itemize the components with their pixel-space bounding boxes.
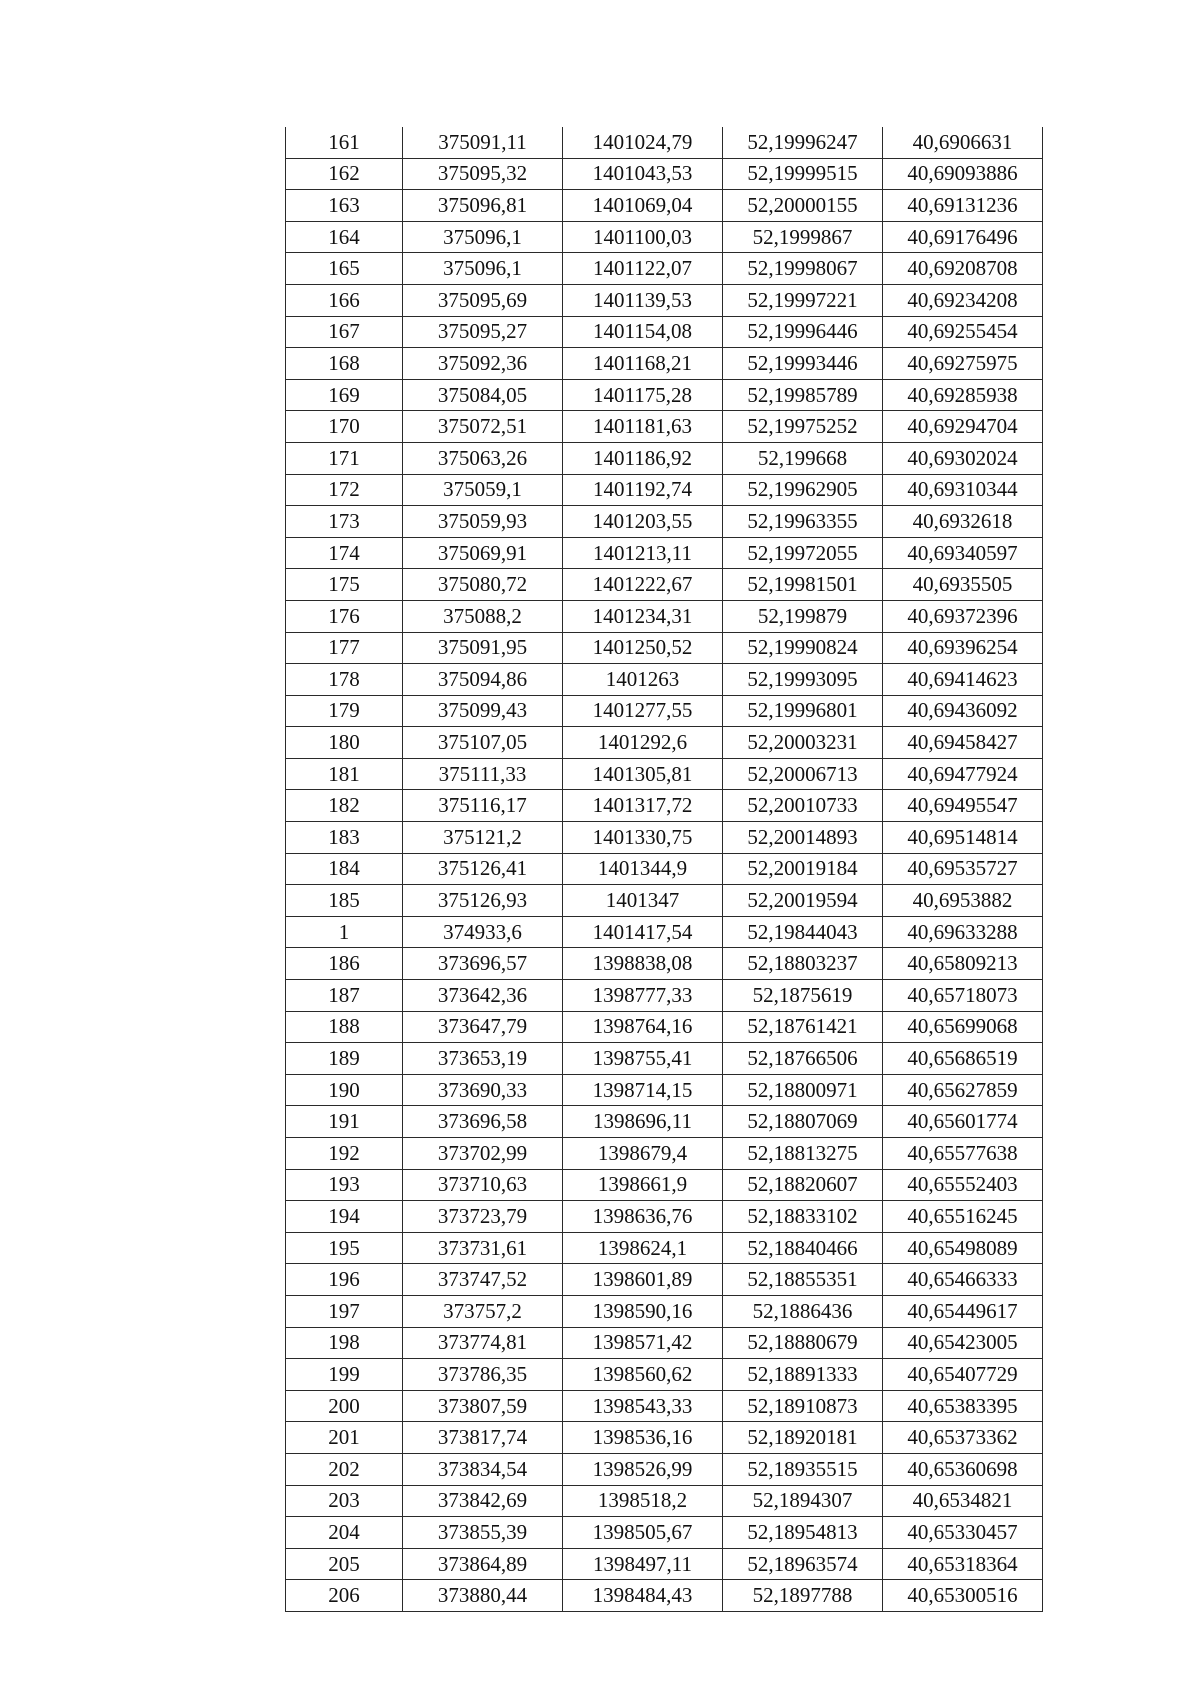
table-row [286, 1580, 1043, 1612]
point-number-cell: 193 [286, 1169, 403, 1201]
latitude-cell: 52,19997221 [723, 284, 883, 316]
y-coordinate-cell: 1401250,52 [563, 632, 723, 664]
x-coordinate-cell: 373642,36 [403, 980, 563, 1012]
point-number-cell: 167 [286, 316, 403, 348]
table-row [286, 1453, 1043, 1485]
longitude-cell: 40,69535727 [883, 853, 1043, 885]
longitude-cell: 40,69340597 [883, 537, 1043, 569]
table-row [286, 1169, 1043, 1201]
point-number-cell: 200 [286, 1390, 403, 1422]
y-coordinate-cell: 1401175,28 [563, 379, 723, 411]
latitude-cell: 52,19996247 [723, 127, 883, 158]
point-number-cell: 201 [286, 1422, 403, 1454]
table-row [286, 632, 1043, 664]
point-number-cell: 191 [286, 1106, 403, 1138]
point-number-cell: 187 [286, 980, 403, 1012]
latitude-cell: 52,18910873 [723, 1390, 883, 1422]
point-number-cell: 182 [286, 790, 403, 822]
longitude-cell: 40,69436092 [883, 695, 1043, 727]
x-coordinate-cell: 373880,44 [403, 1580, 563, 1612]
point-number-cell: 197 [286, 1295, 403, 1327]
longitude-cell: 40,65627859 [883, 1074, 1043, 1106]
x-coordinate-cell: 375126,41 [403, 853, 563, 885]
longitude-cell: 40,6935505 [883, 569, 1043, 601]
point-number-cell: 174 [286, 537, 403, 569]
y-coordinate-cell: 1401139,53 [563, 284, 723, 316]
longitude-cell: 40,65360698 [883, 1453, 1043, 1485]
point-number-cell: 175 [286, 569, 403, 601]
longitude-cell: 40,65423005 [883, 1327, 1043, 1359]
y-coordinate-cell: 1401168,21 [563, 348, 723, 380]
point-number-cell: 163 [286, 190, 403, 222]
y-coordinate-cell: 1401122,07 [563, 253, 723, 285]
point-number-cell: 177 [286, 632, 403, 664]
y-coordinate-cell: 1401317,72 [563, 790, 723, 822]
y-coordinate-cell: 1401222,67 [563, 569, 723, 601]
x-coordinate-cell: 375092,36 [403, 348, 563, 380]
x-coordinate-cell: 373774,81 [403, 1327, 563, 1359]
latitude-cell: 52,20006713 [723, 758, 883, 790]
point-number-cell: 203 [286, 1485, 403, 1517]
latitude-cell: 52,19996801 [723, 695, 883, 727]
longitude-cell: 40,69208708 [883, 253, 1043, 285]
point-number-cell: 180 [286, 727, 403, 759]
y-coordinate-cell: 1398543,33 [563, 1390, 723, 1422]
table-row [286, 1359, 1043, 1391]
y-coordinate-cell: 1401305,81 [563, 758, 723, 790]
table-row [286, 348, 1043, 380]
point-number-cell: 196 [286, 1264, 403, 1296]
table-row [286, 284, 1043, 316]
x-coordinate-cell: 373807,59 [403, 1390, 563, 1422]
latitude-cell: 52,199668 [723, 442, 883, 474]
x-coordinate-cell: 375126,93 [403, 885, 563, 917]
table-row [286, 158, 1043, 190]
latitude-cell: 52,18935515 [723, 1453, 883, 1485]
latitude-cell: 52,18820607 [723, 1169, 883, 1201]
longitude-cell: 40,69093886 [883, 158, 1043, 190]
longitude-cell: 40,65809213 [883, 948, 1043, 980]
x-coordinate-cell: 375072,51 [403, 411, 563, 443]
point-number-cell: 170 [286, 411, 403, 443]
point-number-cell: 206 [286, 1580, 403, 1612]
longitude-cell: 40,65516245 [883, 1201, 1043, 1233]
x-coordinate-cell: 375096,81 [403, 190, 563, 222]
point-number-cell: 184 [286, 853, 403, 885]
latitude-cell: 52,18813275 [723, 1138, 883, 1170]
table-row [286, 316, 1043, 348]
x-coordinate-cell: 375121,2 [403, 822, 563, 854]
latitude-cell: 52,19993095 [723, 664, 883, 696]
x-coordinate-cell: 375091,11 [403, 127, 563, 158]
point-number-cell: 183 [286, 822, 403, 854]
longitude-cell: 40,6906631 [883, 127, 1043, 158]
y-coordinate-cell: 1401330,75 [563, 822, 723, 854]
table-row [286, 885, 1043, 917]
table-row [286, 1548, 1043, 1580]
table-row [286, 727, 1043, 759]
latitude-cell: 52,20019594 [723, 885, 883, 917]
x-coordinate-cell: 373653,19 [403, 1043, 563, 1075]
x-coordinate-cell: 375059,93 [403, 506, 563, 538]
table-row [286, 790, 1043, 822]
latitude-cell: 52,1999867 [723, 221, 883, 253]
y-coordinate-cell: 1401100,03 [563, 221, 723, 253]
y-coordinate-cell: 1401344,9 [563, 853, 723, 885]
table-row [286, 474, 1043, 506]
longitude-cell: 40,65718073 [883, 980, 1043, 1012]
y-coordinate-cell: 1398838,08 [563, 948, 723, 980]
longitude-cell: 40,65466333 [883, 1264, 1043, 1296]
table-row [286, 1264, 1043, 1296]
coordinates-table [285, 127, 1043, 1612]
table-row [286, 190, 1043, 222]
point-number-cell: 162 [286, 158, 403, 190]
x-coordinate-cell: 373747,52 [403, 1264, 563, 1296]
latitude-cell: 52,18766506 [723, 1043, 883, 1075]
y-coordinate-cell: 1401417,54 [563, 916, 723, 948]
x-coordinate-cell: 375059,1 [403, 474, 563, 506]
x-coordinate-cell: 375095,27 [403, 316, 563, 348]
x-coordinate-cell: 375099,43 [403, 695, 563, 727]
y-coordinate-cell: 1398590,16 [563, 1295, 723, 1327]
table-row [286, 1295, 1043, 1327]
point-number-cell: 188 [286, 1011, 403, 1043]
point-number-cell: 199 [286, 1359, 403, 1391]
latitude-cell: 52,18920181 [723, 1422, 883, 1454]
latitude-cell: 52,19981501 [723, 569, 883, 601]
longitude-cell: 40,69285938 [883, 379, 1043, 411]
point-number-cell: 192 [286, 1138, 403, 1170]
x-coordinate-cell: 373731,61 [403, 1232, 563, 1264]
latitude-cell: 52,20003231 [723, 727, 883, 759]
x-coordinate-cell: 373817,74 [403, 1422, 563, 1454]
table-row [286, 537, 1043, 569]
longitude-cell: 40,65373362 [883, 1422, 1043, 1454]
table-row [286, 569, 1043, 601]
latitude-cell: 52,1875619 [723, 980, 883, 1012]
point-number-cell: 181 [286, 758, 403, 790]
x-coordinate-cell: 373864,89 [403, 1548, 563, 1580]
y-coordinate-cell: 1398679,4 [563, 1138, 723, 1170]
longitude-cell: 40,69131236 [883, 190, 1043, 222]
x-coordinate-cell: 375084,05 [403, 379, 563, 411]
y-coordinate-cell: 1401347 [563, 885, 723, 917]
table-row [286, 1390, 1043, 1422]
table-row [286, 1422, 1043, 1454]
y-coordinate-cell: 1398636,76 [563, 1201, 723, 1233]
latitude-cell: 52,1897788 [723, 1580, 883, 1612]
point-number-cell: 179 [286, 695, 403, 727]
x-coordinate-cell: 373696,58 [403, 1106, 563, 1138]
longitude-cell: 40,65577638 [883, 1138, 1043, 1170]
x-coordinate-cell: 374933,6 [403, 916, 563, 948]
y-coordinate-cell: 1398755,41 [563, 1043, 723, 1075]
x-coordinate-cell: 375116,17 [403, 790, 563, 822]
y-coordinate-cell: 1398526,99 [563, 1453, 723, 1485]
y-coordinate-cell: 1401043,53 [563, 158, 723, 190]
table-row [286, 1106, 1043, 1138]
y-coordinate-cell: 1398497,11 [563, 1548, 723, 1580]
table-row [286, 1043, 1043, 1075]
latitude-cell: 52,19962905 [723, 474, 883, 506]
longitude-cell: 40,65552403 [883, 1169, 1043, 1201]
y-coordinate-cell: 1401181,63 [563, 411, 723, 443]
y-coordinate-cell: 1401234,31 [563, 600, 723, 632]
x-coordinate-cell: 375095,32 [403, 158, 563, 190]
longitude-cell: 40,65699068 [883, 1011, 1043, 1043]
y-coordinate-cell: 1398484,43 [563, 1580, 723, 1612]
y-coordinate-cell: 1401292,6 [563, 727, 723, 759]
x-coordinate-cell: 375088,2 [403, 600, 563, 632]
point-number-cell: 190 [286, 1074, 403, 1106]
latitude-cell: 52,18963574 [723, 1548, 883, 1580]
table-row [286, 1485, 1043, 1517]
latitude-cell: 52,19972055 [723, 537, 883, 569]
point-number-cell: 202 [286, 1453, 403, 1485]
latitude-cell: 52,18803237 [723, 948, 883, 980]
y-coordinate-cell: 1401024,79 [563, 127, 723, 158]
y-coordinate-cell: 1401154,08 [563, 316, 723, 348]
latitude-cell: 52,19996446 [723, 316, 883, 348]
longitude-cell: 40,69310344 [883, 474, 1043, 506]
point-number-cell: 195 [286, 1232, 403, 1264]
longitude-cell: 40,69495547 [883, 790, 1043, 822]
x-coordinate-cell: 373786,35 [403, 1359, 563, 1391]
x-coordinate-cell: 375080,72 [403, 569, 563, 601]
x-coordinate-cell: 373855,39 [403, 1517, 563, 1549]
longitude-cell: 40,69294704 [883, 411, 1043, 443]
table-row [286, 1327, 1043, 1359]
latitude-cell: 52,20000155 [723, 190, 883, 222]
table-row [286, 916, 1043, 948]
longitude-cell: 40,6534821 [883, 1485, 1043, 1517]
y-coordinate-cell: 1398714,15 [563, 1074, 723, 1106]
longitude-cell: 40,69396254 [883, 632, 1043, 664]
point-number-cell: 205 [286, 1548, 403, 1580]
x-coordinate-cell: 375091,95 [403, 632, 563, 664]
point-number-cell: 1 [286, 916, 403, 948]
point-number-cell: 166 [286, 284, 403, 316]
x-coordinate-cell: 373834,54 [403, 1453, 563, 1485]
table-row [286, 411, 1043, 443]
y-coordinate-cell: 1401186,92 [563, 442, 723, 474]
longitude-cell: 40,6953882 [883, 885, 1043, 917]
table-row [286, 379, 1043, 411]
y-coordinate-cell: 1401213,11 [563, 537, 723, 569]
latitude-cell: 52,19985789 [723, 379, 883, 411]
x-coordinate-cell: 373690,33 [403, 1074, 563, 1106]
longitude-cell: 40,65498089 [883, 1232, 1043, 1264]
point-number-cell: 186 [286, 948, 403, 980]
longitude-cell: 40,65407729 [883, 1359, 1043, 1391]
latitude-cell: 52,20019184 [723, 853, 883, 885]
x-coordinate-cell: 373842,69 [403, 1485, 563, 1517]
x-coordinate-cell: 375111,33 [403, 758, 563, 790]
x-coordinate-cell: 373757,2 [403, 1295, 563, 1327]
point-number-cell: 189 [286, 1043, 403, 1075]
longitude-cell: 40,65686519 [883, 1043, 1043, 1075]
longitude-cell: 40,65383395 [883, 1390, 1043, 1422]
point-number-cell: 169 [286, 379, 403, 411]
x-coordinate-cell: 373702,99 [403, 1138, 563, 1170]
point-number-cell: 173 [286, 506, 403, 538]
y-coordinate-cell: 1398777,33 [563, 980, 723, 1012]
latitude-cell: 52,18800971 [723, 1074, 883, 1106]
longitude-cell: 40,65449617 [883, 1295, 1043, 1327]
y-coordinate-cell: 1401263 [563, 664, 723, 696]
latitude-cell: 52,19990824 [723, 632, 883, 664]
point-number-cell: 171 [286, 442, 403, 474]
point-number-cell: 165 [286, 253, 403, 285]
y-coordinate-cell: 1398571,42 [563, 1327, 723, 1359]
y-coordinate-cell: 1398624,1 [563, 1232, 723, 1264]
x-coordinate-cell: 375069,91 [403, 537, 563, 569]
longitude-cell: 40,69458427 [883, 727, 1043, 759]
latitude-cell: 52,20010733 [723, 790, 883, 822]
x-coordinate-cell: 375096,1 [403, 253, 563, 285]
table-row [286, 1074, 1043, 1106]
latitude-cell: 52,19963355 [723, 506, 883, 538]
latitude-cell: 52,19975252 [723, 411, 883, 443]
point-number-cell: 204 [286, 1517, 403, 1549]
longitude-cell: 40,69255454 [883, 316, 1043, 348]
y-coordinate-cell: 1398601,89 [563, 1264, 723, 1296]
table-row [286, 1517, 1043, 1549]
x-coordinate-cell: 373710,63 [403, 1169, 563, 1201]
y-coordinate-cell: 1398518,2 [563, 1485, 723, 1517]
table-row [286, 853, 1043, 885]
longitude-cell: 40,69372396 [883, 600, 1043, 632]
x-coordinate-cell: 375107,05 [403, 727, 563, 759]
longitude-cell: 40,69176496 [883, 221, 1043, 253]
table-row [286, 758, 1043, 790]
x-coordinate-cell: 373647,79 [403, 1011, 563, 1043]
y-coordinate-cell: 1398696,11 [563, 1106, 723, 1138]
y-coordinate-cell: 1398764,16 [563, 1011, 723, 1043]
y-coordinate-cell: 1401069,04 [563, 190, 723, 222]
table-row [286, 822, 1043, 854]
x-coordinate-cell: 375063,26 [403, 442, 563, 474]
point-number-cell: 164 [286, 221, 403, 253]
table-row [286, 948, 1043, 980]
point-number-cell: 176 [286, 600, 403, 632]
x-coordinate-cell: 373723,79 [403, 1201, 563, 1233]
table-row [286, 506, 1043, 538]
longitude-cell: 40,65318364 [883, 1548, 1043, 1580]
latitude-cell: 52,199879 [723, 600, 883, 632]
longitude-cell: 40,65300516 [883, 1580, 1043, 1612]
y-coordinate-cell: 1401203,55 [563, 506, 723, 538]
latitude-cell: 52,18807069 [723, 1106, 883, 1138]
table-row [286, 1232, 1043, 1264]
y-coordinate-cell: 1401277,55 [563, 695, 723, 727]
longitude-cell: 40,69414623 [883, 664, 1043, 696]
point-number-cell: 194 [286, 1201, 403, 1233]
latitude-cell: 52,18761421 [723, 1011, 883, 1043]
latitude-cell: 52,20014893 [723, 822, 883, 854]
point-number-cell: 172 [286, 474, 403, 506]
point-number-cell: 168 [286, 348, 403, 380]
latitude-cell: 52,18954813 [723, 1517, 883, 1549]
coordinates-table-body [286, 127, 1043, 1611]
table-row [286, 127, 1043, 158]
latitude-cell: 52,18840466 [723, 1232, 883, 1264]
latitude-cell: 52,18855351 [723, 1264, 883, 1296]
latitude-cell: 52,18891333 [723, 1359, 883, 1391]
x-coordinate-cell: 375095,69 [403, 284, 563, 316]
longitude-cell: 40,69633288 [883, 916, 1043, 948]
y-coordinate-cell: 1398560,62 [563, 1359, 723, 1391]
point-number-cell: 178 [286, 664, 403, 696]
table-row [286, 221, 1043, 253]
table-row [286, 442, 1043, 474]
longitude-cell: 40,69234208 [883, 284, 1043, 316]
longitude-cell: 40,65601774 [883, 1106, 1043, 1138]
longitude-cell: 40,65330457 [883, 1517, 1043, 1549]
latitude-cell: 52,19844043 [723, 916, 883, 948]
longitude-cell: 40,69477924 [883, 758, 1043, 790]
table-row [286, 1138, 1043, 1170]
latitude-cell: 52,19999515 [723, 158, 883, 190]
latitude-cell: 52,19993446 [723, 348, 883, 380]
latitude-cell: 52,18880679 [723, 1327, 883, 1359]
table-row [286, 253, 1043, 285]
point-number-cell: 185 [286, 885, 403, 917]
latitude-cell: 52,19998067 [723, 253, 883, 285]
x-coordinate-cell: 375096,1 [403, 221, 563, 253]
table-row [286, 1011, 1043, 1043]
table-row [286, 980, 1043, 1012]
latitude-cell: 52,1886436 [723, 1295, 883, 1327]
latitude-cell: 52,1894307 [723, 1485, 883, 1517]
y-coordinate-cell: 1398505,67 [563, 1517, 723, 1549]
table-row [286, 664, 1043, 696]
point-number-cell: 161 [286, 127, 403, 158]
point-number-cell: 198 [286, 1327, 403, 1359]
longitude-cell: 40,69302024 [883, 442, 1043, 474]
table-row [286, 600, 1043, 632]
longitude-cell: 40,69275975 [883, 348, 1043, 380]
x-coordinate-cell: 373696,57 [403, 948, 563, 980]
table-row [286, 1201, 1043, 1233]
y-coordinate-cell: 1398536,16 [563, 1422, 723, 1454]
longitude-cell: 40,6932618 [883, 506, 1043, 538]
latitude-cell: 52,18833102 [723, 1201, 883, 1233]
longitude-cell: 40,69514814 [883, 822, 1043, 854]
y-coordinate-cell: 1401192,74 [563, 474, 723, 506]
table-row [286, 695, 1043, 727]
x-coordinate-cell: 375094,86 [403, 664, 563, 696]
y-coordinate-cell: 1398661,9 [563, 1169, 723, 1201]
